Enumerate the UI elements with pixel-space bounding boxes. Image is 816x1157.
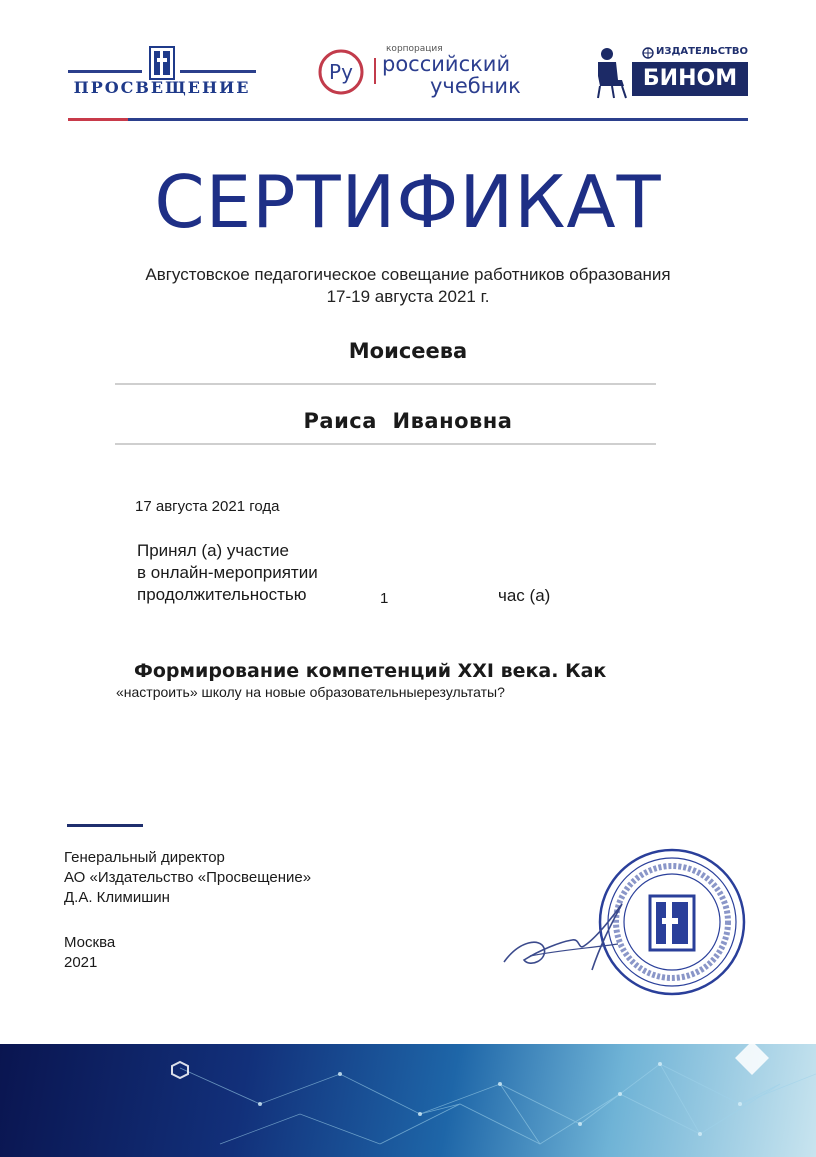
given-names-underline (115, 443, 656, 445)
logo-binom (592, 44, 750, 100)
event-date: 17 августа 2021 года (135, 498, 280, 515)
logo-rossiysky-uchebnik (316, 44, 536, 100)
handwritten-signature (500, 890, 650, 980)
logo-right-big: БИНОМ (632, 62, 748, 96)
globe-icon (642, 47, 654, 59)
place-and-year (64, 933, 115, 973)
hours-value: 1 (380, 590, 389, 607)
recipient-given-names: Раиса Ивановна (303, 409, 513, 433)
signatory-position: Генеральный директор (64, 849, 225, 866)
footer-decoration (0, 1044, 816, 1157)
subtitle-line2: 17-19 августа 2021 г. (326, 287, 490, 306)
hours-unit: час (а) (498, 586, 551, 605)
subtitle-line1: Августовское педагогическое совещание работников образования (145, 265, 671, 284)
logo-left-text: ПРОСВЕЩЕНИЕ (73, 78, 251, 97)
surname-underline (115, 383, 656, 385)
prosveshchenie-book-icon (149, 46, 175, 80)
network-pattern (0, 1044, 816, 1157)
event-title-line2: «настроить» школу на новые образовательныерезультаты? (116, 684, 505, 700)
participation-text (137, 540, 318, 606)
signatory-organization: АО «Издательство «Просвещение» (64, 869, 312, 886)
logo-center-small: корпорация (386, 44, 443, 54)
logo-right-small: ИЗДАТЕЛЬСТВО (656, 46, 748, 57)
participation-line1: Принял (а) участие (137, 541, 289, 560)
header-divider (68, 118, 748, 121)
certificate-title: СЕРТИФИКАТ (154, 160, 662, 244)
logo-separator (374, 58, 376, 84)
signatory-bar (67, 824, 143, 827)
participation-line2: в онлайн-мероприятии (137, 563, 318, 582)
event-title-line1: Формирование компетенций XXI века. Как (134, 660, 607, 682)
city: Москва (64, 934, 116, 951)
signatory-block (64, 848, 311, 908)
logo-center-line2: учебник (430, 74, 521, 98)
logo-bar-left (68, 70, 142, 73)
logo-prosveshchenie (68, 44, 256, 102)
recipient-surname: Моисеева (348, 339, 468, 363)
ru-circle-icon (316, 47, 366, 97)
logo-center-mark: Ру (329, 60, 353, 84)
logo-bar-right (180, 70, 256, 73)
logo-center-line1: российский (382, 52, 511, 76)
certificate-subtitle (0, 264, 816, 308)
participation-line3: продолжительностью (137, 585, 307, 604)
binom-person-icon (592, 46, 630, 100)
signatory-name: Д.А. Климишин (64, 889, 170, 906)
year: 2021 (64, 954, 98, 971)
